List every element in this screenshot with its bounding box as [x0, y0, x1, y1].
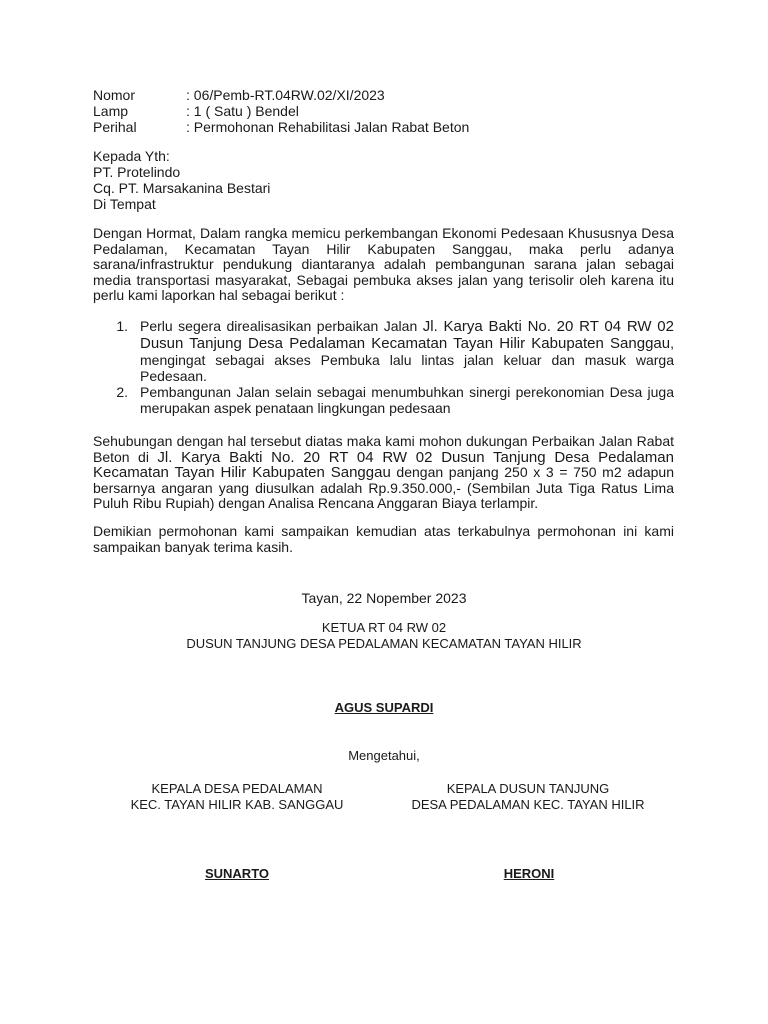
- letter-header: [93, 87, 469, 135]
- right-signatory-title: [398, 781, 658, 813]
- right-signatory-name: HERONI: [503, 866, 555, 881]
- list-item-text: [140, 318, 674, 384]
- item1-text-c: , mengingat sebagai akses Pembuka lalu lintas jalan keluar dan masuk warga Pedesaan.: [140, 335, 674, 384]
- list-item-number: 1.: [116, 318, 128, 334]
- perihal-label: Perihal: [93, 119, 137, 135]
- signer-role-block: [134, 620, 634, 652]
- nomor-row: [93, 87, 469, 103]
- perihal-value: : Permohonan Rehabilitasi Jalan Rabat Beton: [186, 119, 470, 135]
- right-title-line-1: KEPALA DUSUN TANJUNG: [446, 781, 610, 796]
- left-signatory-name: SUNARTO: [204, 866, 270, 881]
- closing-paragraph: Demikian permohonan kami sampaikan kemudian atas terkabulnya permohonan ini kami sampaikan banyak terima kasih.: [93, 523, 674, 555]
- left-signatory-title: [112, 781, 362, 813]
- list-item-number: 2.: [116, 384, 128, 400]
- signer-name: AGUS SUPARDI: [334, 700, 434, 715]
- request-list: [93, 318, 674, 416]
- recipient-line-2: PT. Protelindo: [93, 164, 181, 180]
- p2-road-address: Jl. Karya Bakti No. 20 RT 04 RW 02 Dusun Tanjung Desa Pedalaman Kecamatan Tayan Hilir Kabupaten Sanggau: [93, 448, 674, 481]
- p2-text-c: dengan panjang 250 x 3 = 750 m2 adapun bersarnya angaran yang diusulkan adalah Rp.9.350.000,- (Sembilan Juta Tiga Ratus Lima Puluh Ribu Rupiah) dengan Analisa Rencana Anggaran Biaya terlampir.: [93, 464, 674, 511]
- nomor-value: : 06/Pemb-RT.04RW.02/XI/2023: [186, 87, 385, 103]
- list-item: [93, 318, 674, 384]
- place-date: Tayan, 22 Nopember 2023: [301, 590, 467, 606]
- intro-paragraph: Dengan Hormat, Dalam rangka memicu perkembangan Ekonomi Pedesaan Khususnya Desa Pedalaman, Kecamatan Tayan Hilir Kabupaten Sanggau, maka perlu adanya sarana/infrastruktur pendukung diantaranya adalah pembangunan sarana jalan sebagai media transportasi masyarakat, Sebagai pembuka akses jalan yang terisolir oleh karena itu perlu kami laporkan hal sebagai berikut :: [93, 225, 674, 303]
- nomor-label: Nomor: [93, 87, 136, 103]
- item1-text-a: Perlu segera direalisasikan perbaikan Jalan: [140, 318, 423, 334]
- p2-text-a: Sehubungan dengan hal tersebut diatas maka kami mohon dukungan Perbaikan Jalan Rabat Beton di: [93, 433, 674, 465]
- left-title-line-2: KEC. TAYAN HILIR KAB. SANGGAU: [130, 797, 344, 812]
- signer-role-line-2: DUSUN TANJUNG DESA PEDALAMAN KECAMATAN TAYAN HILIR: [186, 636, 582, 651]
- list-item-text: Pembangunan Jalan selain sebagai menumbuhkan sinergi perekonomian Desa juga merupakan aspek penataan lingkungan pedesaan: [140, 384, 674, 416]
- request-paragraph: [93, 434, 674, 512]
- recipient-line-4: Di Tempat: [93, 196, 156, 212]
- perihal-row: [93, 119, 469, 135]
- signer-role-line-1: KETUA RT 04 RW 02: [321, 620, 447, 635]
- lamp-row: [93, 103, 469, 119]
- right-title-line-2: DESA PEDALAMAN KEC. TAYAN HILIR: [411, 797, 645, 812]
- recipient-line-1: Kepada Yth:: [93, 148, 170, 164]
- recipient-line-3: Cq. PT. Marsakanina Bestari: [93, 180, 271, 196]
- mengetahui-label: Mengetahui,: [348, 748, 420, 763]
- item1-road-address: Jl. Karya Bakti No. 20 RT 04 RW 02 Dusun Tanjung Desa Pedalaman Kecamatan Tayan Hilir Kabupaten Sanggau: [140, 318, 674, 352]
- lamp-label: Lamp: [93, 103, 129, 119]
- list-item: [93, 384, 674, 416]
- left-title-line-1: KEPALA DESA PEDALAMAN: [151, 781, 323, 796]
- lamp-value: : 1 ( Satu ) Bendel: [186, 103, 299, 119]
- recipient-block: [93, 148, 270, 212]
